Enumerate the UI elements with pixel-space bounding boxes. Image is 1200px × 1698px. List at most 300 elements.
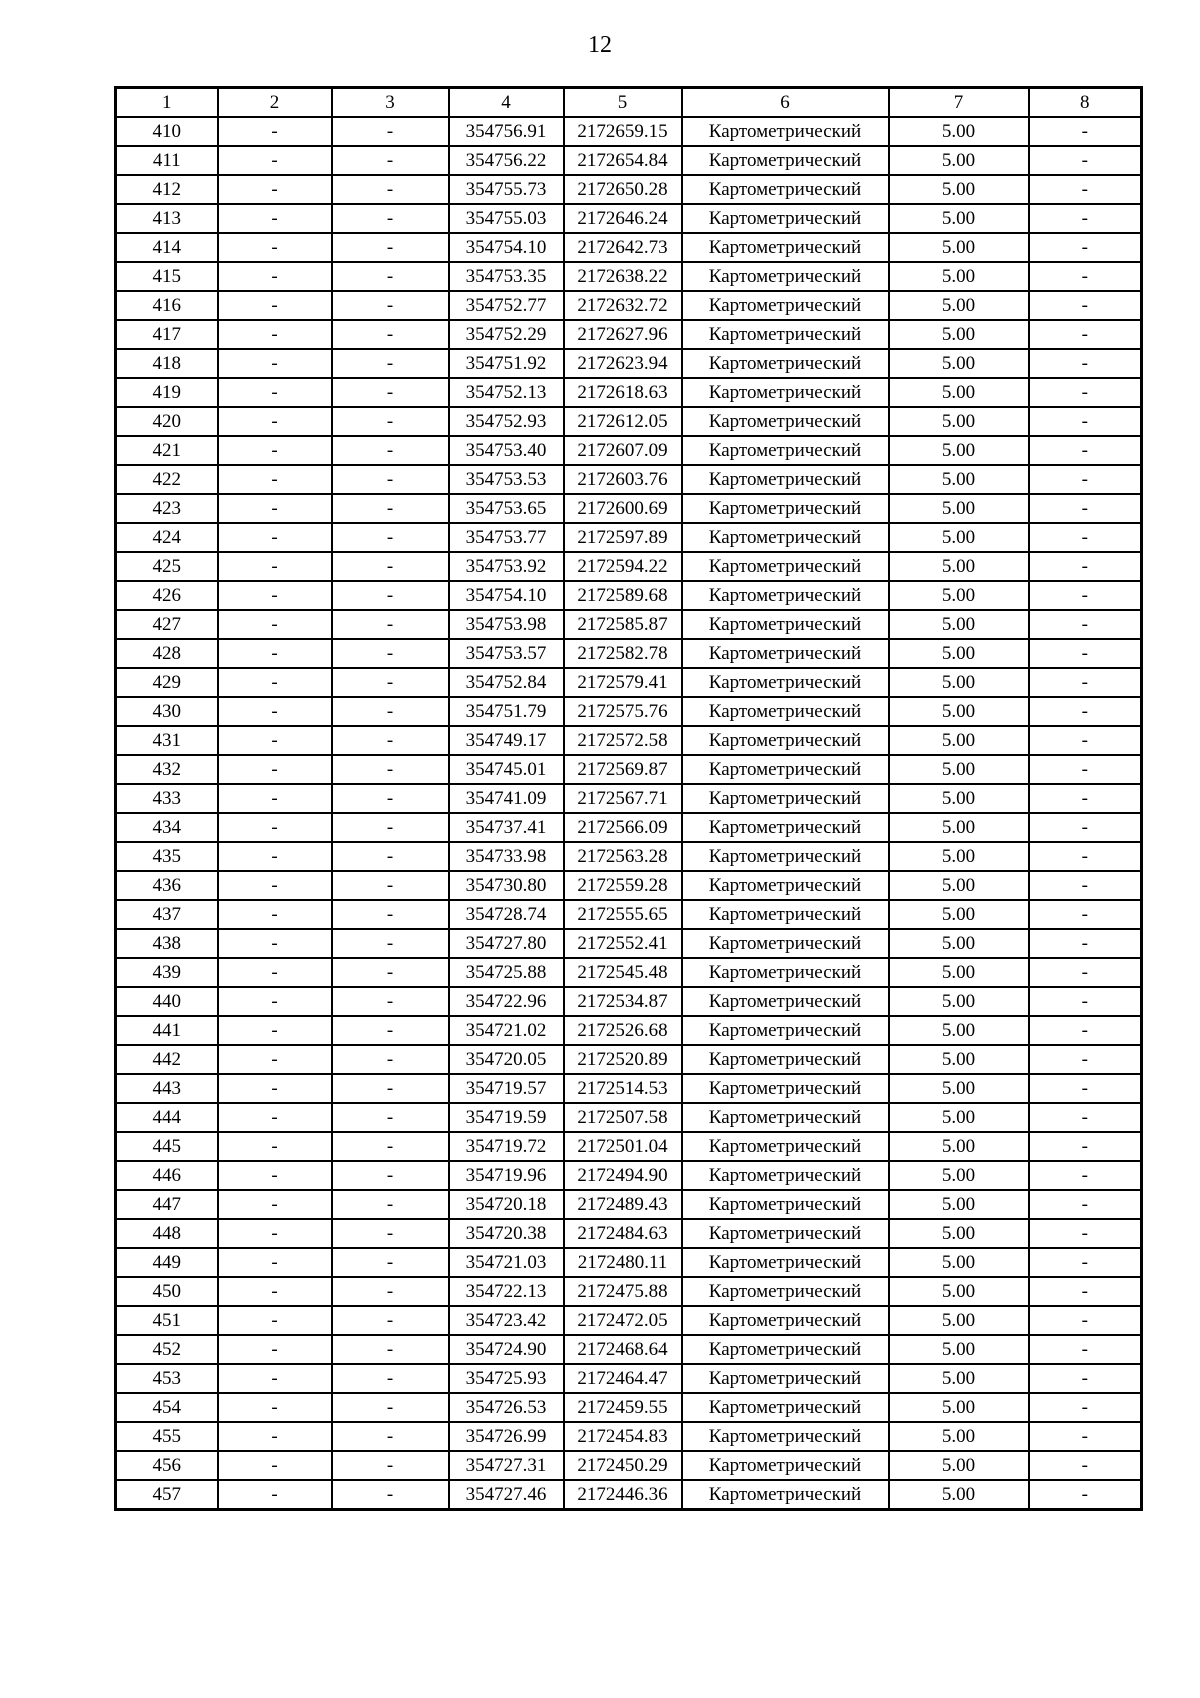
method-cell: Картометрический bbox=[682, 146, 889, 175]
col2-cell: - bbox=[218, 1132, 332, 1161]
point-number-cell: 418 bbox=[116, 349, 218, 378]
accuracy-cell: 5.00 bbox=[889, 1103, 1029, 1132]
accuracy-cell: 5.00 bbox=[889, 146, 1029, 175]
accuracy-cell: 5.00 bbox=[889, 668, 1029, 697]
col8-cell: - bbox=[1029, 204, 1142, 233]
col3-cell: - bbox=[332, 784, 449, 813]
table-row bbox=[116, 117, 1142, 146]
col8-cell: - bbox=[1029, 784, 1142, 813]
col3-cell: - bbox=[332, 1016, 449, 1045]
point-number-cell: 457 bbox=[116, 1480, 218, 1510]
x-coordinate-cell: 354725.88 bbox=[449, 958, 564, 987]
col8-cell: - bbox=[1029, 1190, 1142, 1219]
accuracy-cell: 5.00 bbox=[889, 407, 1029, 436]
col3-cell: - bbox=[332, 900, 449, 929]
x-coordinate-cell: 354752.29 bbox=[449, 320, 564, 349]
accuracy-cell: 5.00 bbox=[889, 262, 1029, 291]
y-coordinate-cell: 2172501.04 bbox=[564, 1132, 682, 1161]
y-coordinate-cell: 2172555.65 bbox=[564, 900, 682, 929]
col3-cell: - bbox=[332, 1335, 449, 1364]
col8-cell: - bbox=[1029, 349, 1142, 378]
method-cell: Картометрический bbox=[682, 1045, 889, 1074]
col8-cell: - bbox=[1029, 668, 1142, 697]
column-header: 3 bbox=[332, 88, 449, 118]
accuracy-cell: 5.00 bbox=[889, 929, 1029, 958]
table-row bbox=[116, 465, 1142, 494]
method-cell: Картометрический bbox=[682, 262, 889, 291]
method-cell: Картометрический bbox=[682, 117, 889, 146]
accuracy-cell: 5.00 bbox=[889, 813, 1029, 842]
accuracy-cell: 5.00 bbox=[889, 610, 1029, 639]
point-number-cell: 415 bbox=[116, 262, 218, 291]
x-coordinate-cell: 354719.96 bbox=[449, 1161, 564, 1190]
y-coordinate-cell: 2172545.48 bbox=[564, 958, 682, 987]
col2-cell: - bbox=[218, 958, 332, 987]
page-number: 12 bbox=[588, 32, 612, 58]
table-row bbox=[116, 929, 1142, 958]
col3-cell: - bbox=[332, 1393, 449, 1422]
y-coordinate-cell: 2172468.64 bbox=[564, 1335, 682, 1364]
table-row bbox=[116, 1451, 1142, 1480]
table-row bbox=[116, 320, 1142, 349]
accuracy-cell: 5.00 bbox=[889, 1277, 1029, 1306]
col2-cell: - bbox=[218, 1306, 332, 1335]
col8-cell: - bbox=[1029, 262, 1142, 291]
table-row bbox=[116, 204, 1142, 233]
x-coordinate-cell: 354752.77 bbox=[449, 291, 564, 320]
accuracy-cell: 5.00 bbox=[889, 697, 1029, 726]
col3-cell: - bbox=[332, 639, 449, 668]
point-number-cell: 439 bbox=[116, 958, 218, 987]
col3-cell: - bbox=[332, 1306, 449, 1335]
point-number-cell: 425 bbox=[116, 552, 218, 581]
method-cell: Картометрический bbox=[682, 1335, 889, 1364]
accuracy-cell: 5.00 bbox=[889, 552, 1029, 581]
point-number-cell: 422 bbox=[116, 465, 218, 494]
col2-cell: - bbox=[218, 407, 332, 436]
x-coordinate-cell: 354756.22 bbox=[449, 146, 564, 175]
table-row bbox=[116, 494, 1142, 523]
y-coordinate-cell: 2172534.87 bbox=[564, 987, 682, 1016]
table-row bbox=[116, 552, 1142, 581]
method-cell: Картометрический bbox=[682, 204, 889, 233]
col2-cell: - bbox=[218, 842, 332, 871]
col8-cell: - bbox=[1029, 610, 1142, 639]
col3-cell: - bbox=[332, 1190, 449, 1219]
point-number-cell: 454 bbox=[116, 1393, 218, 1422]
point-number-cell: 455 bbox=[116, 1422, 218, 1451]
table-row bbox=[116, 1219, 1142, 1248]
x-coordinate-cell: 354721.02 bbox=[449, 1016, 564, 1045]
x-coordinate-cell: 354751.92 bbox=[449, 349, 564, 378]
method-cell: Картометрический bbox=[682, 1219, 889, 1248]
method-cell: Картометрический bbox=[682, 1393, 889, 1422]
col3-cell: - bbox=[332, 436, 449, 465]
x-coordinate-cell: 354720.38 bbox=[449, 1219, 564, 1248]
y-coordinate-cell: 2172489.43 bbox=[564, 1190, 682, 1219]
col8-cell: - bbox=[1029, 1161, 1142, 1190]
col8-cell: - bbox=[1029, 1393, 1142, 1422]
col2-cell: - bbox=[218, 813, 332, 842]
col2-cell: - bbox=[218, 1422, 332, 1451]
col2-cell: - bbox=[218, 378, 332, 407]
col2-cell: - bbox=[218, 755, 332, 784]
table-row bbox=[116, 755, 1142, 784]
col3-cell: - bbox=[332, 1451, 449, 1480]
x-coordinate-cell: 354727.31 bbox=[449, 1451, 564, 1480]
col3-cell: - bbox=[332, 523, 449, 552]
table-row bbox=[116, 1364, 1142, 1393]
y-coordinate-cell: 2172464.47 bbox=[564, 1364, 682, 1393]
y-coordinate-cell: 2172589.68 bbox=[564, 581, 682, 610]
table-row bbox=[116, 842, 1142, 871]
method-cell: Картометрический bbox=[682, 842, 889, 871]
accuracy-cell: 5.00 bbox=[889, 784, 1029, 813]
col8-cell: - bbox=[1029, 581, 1142, 610]
x-coordinate-cell: 354755.03 bbox=[449, 204, 564, 233]
method-cell: Картометрический bbox=[682, 1016, 889, 1045]
table-row bbox=[116, 1277, 1142, 1306]
accuracy-cell: 5.00 bbox=[889, 1161, 1029, 1190]
col8-cell: - bbox=[1029, 871, 1142, 900]
x-coordinate-cell: 354728.74 bbox=[449, 900, 564, 929]
accuracy-cell: 5.00 bbox=[889, 204, 1029, 233]
accuracy-cell: 5.00 bbox=[889, 436, 1029, 465]
col3-cell: - bbox=[332, 1248, 449, 1277]
point-number-cell: 414 bbox=[116, 233, 218, 262]
table-row bbox=[116, 784, 1142, 813]
col2-cell: - bbox=[218, 1451, 332, 1480]
col2-cell: - bbox=[218, 1248, 332, 1277]
x-coordinate-cell: 354730.80 bbox=[449, 871, 564, 900]
y-coordinate-cell: 2172642.73 bbox=[564, 233, 682, 262]
y-coordinate-cell: 2172552.41 bbox=[564, 929, 682, 958]
col2-cell: - bbox=[218, 1161, 332, 1190]
col3-cell: - bbox=[332, 204, 449, 233]
accuracy-cell: 5.00 bbox=[889, 1335, 1029, 1364]
col2-cell: - bbox=[218, 1480, 332, 1510]
accuracy-cell: 5.00 bbox=[889, 871, 1029, 900]
table-row bbox=[116, 175, 1142, 204]
point-number-cell: 456 bbox=[116, 1451, 218, 1480]
accuracy-cell: 5.00 bbox=[889, 378, 1029, 407]
col3-cell: - bbox=[332, 1422, 449, 1451]
table-row bbox=[116, 668, 1142, 697]
col8-cell: - bbox=[1029, 1364, 1142, 1393]
y-coordinate-cell: 2172582.78 bbox=[564, 639, 682, 668]
point-number-cell: 419 bbox=[116, 378, 218, 407]
column-header: 2 bbox=[218, 88, 332, 118]
table-row bbox=[116, 262, 1142, 291]
col8-cell: - bbox=[1029, 1074, 1142, 1103]
y-coordinate-cell: 2172654.84 bbox=[564, 146, 682, 175]
accuracy-cell: 5.00 bbox=[889, 987, 1029, 1016]
col8-cell: - bbox=[1029, 1480, 1142, 1510]
y-coordinate-cell: 2172585.87 bbox=[564, 610, 682, 639]
col2-cell: - bbox=[218, 552, 332, 581]
x-coordinate-cell: 354753.53 bbox=[449, 465, 564, 494]
table-row bbox=[116, 1248, 1142, 1277]
x-coordinate-cell: 354719.59 bbox=[449, 1103, 564, 1132]
x-coordinate-cell: 354719.72 bbox=[449, 1132, 564, 1161]
point-number-cell: 447 bbox=[116, 1190, 218, 1219]
col2-cell: - bbox=[218, 1335, 332, 1364]
method-cell: Картометрический bbox=[682, 233, 889, 262]
y-coordinate-cell: 2172563.28 bbox=[564, 842, 682, 871]
y-coordinate-cell: 2172450.29 bbox=[564, 1451, 682, 1480]
column-header: 1 bbox=[116, 88, 218, 118]
column-header: 6 bbox=[682, 88, 889, 118]
coordinates-table bbox=[114, 86, 1143, 1511]
accuracy-cell: 5.00 bbox=[889, 349, 1029, 378]
col3-cell: - bbox=[332, 842, 449, 871]
col2-cell: - bbox=[218, 871, 332, 900]
y-coordinate-cell: 2172650.28 bbox=[564, 175, 682, 204]
point-number-cell: 453 bbox=[116, 1364, 218, 1393]
x-coordinate-cell: 354726.53 bbox=[449, 1393, 564, 1422]
col8-cell: - bbox=[1029, 929, 1142, 958]
y-coordinate-cell: 2172603.76 bbox=[564, 465, 682, 494]
x-coordinate-cell: 354753.77 bbox=[449, 523, 564, 552]
method-cell: Картометрический bbox=[682, 407, 889, 436]
col8-cell: - bbox=[1029, 1103, 1142, 1132]
x-coordinate-cell: 354751.79 bbox=[449, 697, 564, 726]
table-row bbox=[116, 697, 1142, 726]
table-row bbox=[116, 407, 1142, 436]
col8-cell: - bbox=[1029, 1451, 1142, 1480]
table-row bbox=[116, 871, 1142, 900]
accuracy-cell: 5.00 bbox=[889, 117, 1029, 146]
method-cell: Картометрический bbox=[682, 1248, 889, 1277]
point-number-cell: 435 bbox=[116, 842, 218, 871]
y-coordinate-cell: 2172507.58 bbox=[564, 1103, 682, 1132]
accuracy-cell: 5.00 bbox=[889, 1364, 1029, 1393]
method-cell: Картометрический bbox=[682, 1306, 889, 1335]
method-cell: Картометрический bbox=[682, 465, 889, 494]
col8-cell: - bbox=[1029, 1306, 1142, 1335]
accuracy-cell: 5.00 bbox=[889, 958, 1029, 987]
y-coordinate-cell: 2172446.36 bbox=[564, 1480, 682, 1510]
x-coordinate-cell: 354723.42 bbox=[449, 1306, 564, 1335]
table-row bbox=[116, 958, 1142, 987]
table-row bbox=[116, 146, 1142, 175]
col3-cell: - bbox=[332, 291, 449, 320]
column-header: 4 bbox=[449, 88, 564, 118]
col3-cell: - bbox=[332, 610, 449, 639]
col3-cell: - bbox=[332, 1364, 449, 1393]
point-number-cell: 437 bbox=[116, 900, 218, 929]
y-coordinate-cell: 2172566.09 bbox=[564, 813, 682, 842]
col8-cell: - bbox=[1029, 291, 1142, 320]
method-cell: Картометрический bbox=[682, 1103, 889, 1132]
accuracy-cell: 5.00 bbox=[889, 523, 1029, 552]
accuracy-cell: 5.00 bbox=[889, 1074, 1029, 1103]
y-coordinate-cell: 2172597.89 bbox=[564, 523, 682, 552]
col8-cell: - bbox=[1029, 233, 1142, 262]
y-coordinate-cell: 2172594.22 bbox=[564, 552, 682, 581]
col3-cell: - bbox=[332, 1277, 449, 1306]
col3-cell: - bbox=[332, 320, 449, 349]
table-row bbox=[116, 900, 1142, 929]
table-row bbox=[116, 1016, 1142, 1045]
col2-cell: - bbox=[218, 1016, 332, 1045]
method-cell: Картометрический bbox=[682, 929, 889, 958]
table-row bbox=[116, 523, 1142, 552]
col2-cell: - bbox=[218, 320, 332, 349]
col2-cell: - bbox=[218, 465, 332, 494]
point-number-cell: 430 bbox=[116, 697, 218, 726]
table-row bbox=[116, 1190, 1142, 1219]
col8-cell: - bbox=[1029, 436, 1142, 465]
table-row bbox=[116, 1422, 1142, 1451]
x-coordinate-cell: 354756.91 bbox=[449, 117, 564, 146]
y-coordinate-cell: 2172569.87 bbox=[564, 755, 682, 784]
x-coordinate-cell: 354745.01 bbox=[449, 755, 564, 784]
method-cell: Картометрический bbox=[682, 1161, 889, 1190]
col2-cell: - bbox=[218, 175, 332, 204]
point-number-cell: 431 bbox=[116, 726, 218, 755]
x-coordinate-cell: 354749.17 bbox=[449, 726, 564, 755]
point-number-cell: 440 bbox=[116, 987, 218, 1016]
col2-cell: - bbox=[218, 929, 332, 958]
col8-cell: - bbox=[1029, 958, 1142, 987]
accuracy-cell: 5.00 bbox=[889, 291, 1029, 320]
col3-cell: - bbox=[332, 1103, 449, 1132]
col8-cell: - bbox=[1029, 494, 1142, 523]
x-coordinate-cell: 354753.57 bbox=[449, 639, 564, 668]
x-coordinate-cell: 354752.93 bbox=[449, 407, 564, 436]
y-coordinate-cell: 2172472.05 bbox=[564, 1306, 682, 1335]
x-coordinate-cell: 354727.46 bbox=[449, 1480, 564, 1510]
y-coordinate-cell: 2172646.24 bbox=[564, 204, 682, 233]
point-number-cell: 436 bbox=[116, 871, 218, 900]
col3-cell: - bbox=[332, 378, 449, 407]
x-coordinate-cell: 354726.99 bbox=[449, 1422, 564, 1451]
accuracy-cell: 5.00 bbox=[889, 1132, 1029, 1161]
col3-cell: - bbox=[332, 871, 449, 900]
y-coordinate-cell: 2172494.90 bbox=[564, 1161, 682, 1190]
col2-cell: - bbox=[218, 1393, 332, 1422]
point-number-cell: 433 bbox=[116, 784, 218, 813]
y-coordinate-cell: 2172475.88 bbox=[564, 1277, 682, 1306]
y-coordinate-cell: 2172600.69 bbox=[564, 494, 682, 523]
point-number-cell: 410 bbox=[116, 117, 218, 146]
accuracy-cell: 5.00 bbox=[889, 1422, 1029, 1451]
x-coordinate-cell: 354722.96 bbox=[449, 987, 564, 1016]
accuracy-cell: 5.00 bbox=[889, 1451, 1029, 1480]
point-number-cell: 426 bbox=[116, 581, 218, 610]
col2-cell: - bbox=[218, 668, 332, 697]
x-coordinate-cell: 354753.65 bbox=[449, 494, 564, 523]
col3-cell: - bbox=[332, 494, 449, 523]
method-cell: Картометрический bbox=[682, 697, 889, 726]
table-row bbox=[116, 987, 1142, 1016]
col2-cell: - bbox=[218, 987, 332, 1016]
col2-cell: - bbox=[218, 900, 332, 929]
col3-cell: - bbox=[332, 262, 449, 291]
point-number-cell: 427 bbox=[116, 610, 218, 639]
y-coordinate-cell: 2172618.63 bbox=[564, 378, 682, 407]
col8-cell: - bbox=[1029, 755, 1142, 784]
accuracy-cell: 5.00 bbox=[889, 1190, 1029, 1219]
y-coordinate-cell: 2172638.22 bbox=[564, 262, 682, 291]
method-cell: Картометрический bbox=[682, 494, 889, 523]
col8-cell: - bbox=[1029, 1219, 1142, 1248]
method-cell: Картометрический bbox=[682, 784, 889, 813]
col8-cell: - bbox=[1029, 523, 1142, 552]
x-coordinate-cell: 354752.13 bbox=[449, 378, 564, 407]
col8-cell: - bbox=[1029, 726, 1142, 755]
col2-cell: - bbox=[218, 1219, 332, 1248]
table-row bbox=[116, 1306, 1142, 1335]
point-number-cell: 443 bbox=[116, 1074, 218, 1103]
y-coordinate-cell: 2172484.63 bbox=[564, 1219, 682, 1248]
col3-cell: - bbox=[332, 552, 449, 581]
method-cell: Картометрический bbox=[682, 1364, 889, 1393]
y-coordinate-cell: 2172514.53 bbox=[564, 1074, 682, 1103]
col8-cell: - bbox=[1029, 407, 1142, 436]
y-coordinate-cell: 2172559.28 bbox=[564, 871, 682, 900]
method-cell: Картометрический bbox=[682, 523, 889, 552]
x-coordinate-cell: 354722.13 bbox=[449, 1277, 564, 1306]
col2-cell: - bbox=[218, 726, 332, 755]
column-header: 7 bbox=[889, 88, 1029, 118]
col2-cell: - bbox=[218, 523, 332, 552]
table-row bbox=[116, 726, 1142, 755]
y-coordinate-cell: 2172567.71 bbox=[564, 784, 682, 813]
x-coordinate-cell: 354724.90 bbox=[449, 1335, 564, 1364]
x-coordinate-cell: 354720.05 bbox=[449, 1045, 564, 1074]
column-header: 5 bbox=[564, 88, 682, 118]
col2-cell: - bbox=[218, 1074, 332, 1103]
method-cell: Картометрический bbox=[682, 755, 889, 784]
table-row bbox=[116, 378, 1142, 407]
point-number-cell: 448 bbox=[116, 1219, 218, 1248]
col3-cell: - bbox=[332, 668, 449, 697]
table-row bbox=[116, 639, 1142, 668]
col2-cell: - bbox=[218, 1190, 332, 1219]
col2-cell: - bbox=[218, 204, 332, 233]
method-cell: Картометрический bbox=[682, 1074, 889, 1103]
x-coordinate-cell: 354725.93 bbox=[449, 1364, 564, 1393]
accuracy-cell: 5.00 bbox=[889, 175, 1029, 204]
col3-cell: - bbox=[332, 813, 449, 842]
table-row bbox=[116, 1335, 1142, 1364]
col8-cell: - bbox=[1029, 813, 1142, 842]
accuracy-cell: 5.00 bbox=[889, 1219, 1029, 1248]
table-row bbox=[116, 349, 1142, 378]
col8-cell: - bbox=[1029, 697, 1142, 726]
point-number-cell: 429 bbox=[116, 668, 218, 697]
col8-cell: - bbox=[1029, 1335, 1142, 1364]
col2-cell: - bbox=[218, 117, 332, 146]
x-coordinate-cell: 354737.41 bbox=[449, 813, 564, 842]
x-coordinate-cell: 354727.80 bbox=[449, 929, 564, 958]
col8-cell: - bbox=[1029, 320, 1142, 349]
col8-cell: - bbox=[1029, 146, 1142, 175]
col3-cell: - bbox=[332, 697, 449, 726]
accuracy-cell: 5.00 bbox=[889, 1306, 1029, 1335]
table-row bbox=[116, 436, 1142, 465]
col2-cell: - bbox=[218, 1103, 332, 1132]
accuracy-cell: 5.00 bbox=[889, 726, 1029, 755]
col3-cell: - bbox=[332, 349, 449, 378]
table-row bbox=[116, 581, 1142, 610]
col8-cell: - bbox=[1029, 1132, 1142, 1161]
col8-cell: - bbox=[1029, 465, 1142, 494]
table-header-row bbox=[116, 88, 1142, 118]
col2-cell: - bbox=[218, 581, 332, 610]
